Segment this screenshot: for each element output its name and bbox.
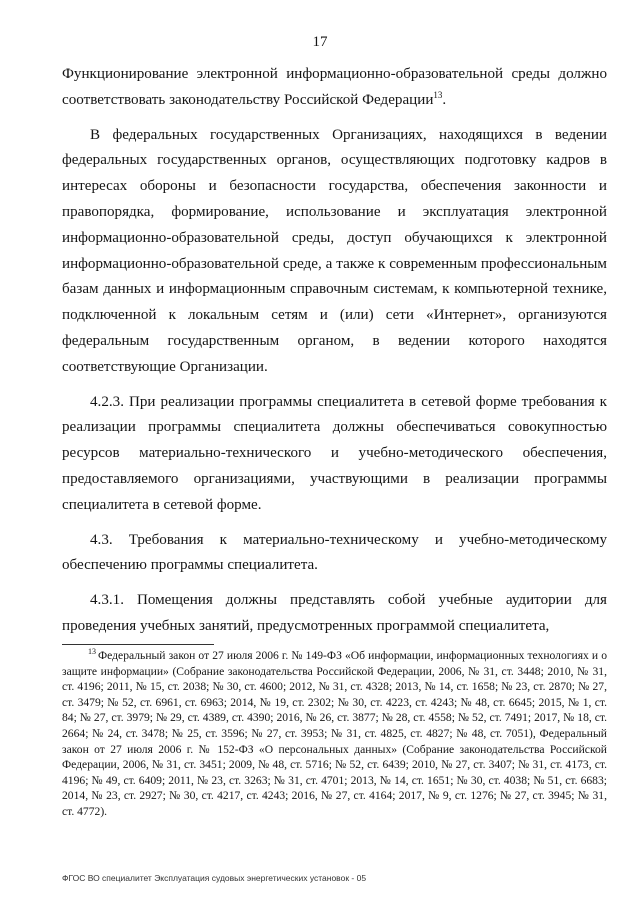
paragraph-1 (62, 62, 607, 114)
body-text (62, 62, 607, 649)
paragraph-1-text: Функционирование электронной информационно-образовательной среды должно соответствовать законодательству Российской Федерации (62, 66, 607, 108)
footnote-number: 13 (88, 647, 96, 656)
paragraph-5: 4.3.1. Помещения должны представлять собой учебные аудитории для проведения учебных занятий, предусмотренных программой специалитета, (62, 592, 607, 634)
paragraph-4: 4.3. Требования к материально-техническому и учебно-методическому обеспечению программы специалитета. (62, 531, 607, 574)
paragraph-3: 4.2.3. При реализации программы специалитета в сетевой форме требования к реализации программы специалитета должны обеспечиваться совокупностью ресурсов материально-технического и учебно-методического обеспечения, предоставляемого организациями, участвующими в реализации программы специалитета в сетевой форме. (62, 393, 607, 513)
footnote-divider (62, 644, 214, 645)
footnote (62, 648, 607, 820)
paragraph-2: В федеральных государственных Организациях, находящихся в ведении федеральных государственных органов, осуществляющих подготовку кадров в интересах обороны и безопасности государства, обеспечения законности и правопорядка, формирование, использование и эксплуатация электронной информационно-образовательной среды, доступ обучающихся к электронной информационно-образовательной среде, а также к современным профессиональным базам данных и информационным справочным системам, к компьютерной технике, подключенной к локальным сетям и (или) сети «Интернет», организуются федеральным государственным органом, в ведении которого находятся соответствующие Организации. (62, 126, 607, 375)
running-footer: ФГОС ВО специалитет Эксплуатация судовых энергетических установок - 05 (62, 873, 367, 883)
page-number: 17 (312, 34, 328, 50)
footnote-reference[interactable]: 13 (433, 89, 443, 100)
footnote-text: Федеральный закон от 27 июля 2006 г. № 149-ФЗ «Об информации, информационных технологиях и о защите информации» (Собрание законодательства Российской Федерации, 2006, № 31, ст. 3448; 2010, № 31, ст. 4196; 2011, № 15, ст. 2038; № 30, ст. 4600; 2012, № 31, ст. 4328; 2013, № 14, ст. 1658; № 23, ст. 2870; № 27, ст. 3479; № 52, ст. 6961, ст. 6963; 2014, № 19, ст. 2302; № 30, ст. 4223, ст. 4243; № 48, ст. 6645; 2015, № 1, ст. 84; № 27, ст. 3979; № 29, ст. 4389, ст. 4390; 2016, № 26, ст. 3877; № 28, ст. 4558; № 52, ст. 7491; 2017, № 18, ст. 2664; № 24, ст. 3478; № 25, ст. 3596; № 27, ст. 3953; № 31, ст. 4825, ст. 4827; № 48, ст. 7051), Федеральный закон от 27 июля 2006 г. № 152-ФЗ «О персональных данных» (Собрание законодательства Российской Федерации, 2006, № 31, ст. 3451; 2009, № 48, ст. 5716; № 52, ст. 6439; 2010, № 27, ст. 3407; № 31, ст. 4173, ст. 4196; № 49, ст. 6409; 2011, № 23, ст. 3263; № 31, ст. 4701; 2013, № 14, ст. 1651; № 30, ст. 4038; № 51, ст. 6683; 2014, № 23, ст. 2927; № 30, ст. 4217, ст. 4243; 2016, № 27, ст. 4164; 2017, № 9, ст. 1276; № 27, ст. 3945; № 31, ст. 4772). (62, 649, 607, 818)
paragraph-1-tail: . (442, 91, 447, 108)
